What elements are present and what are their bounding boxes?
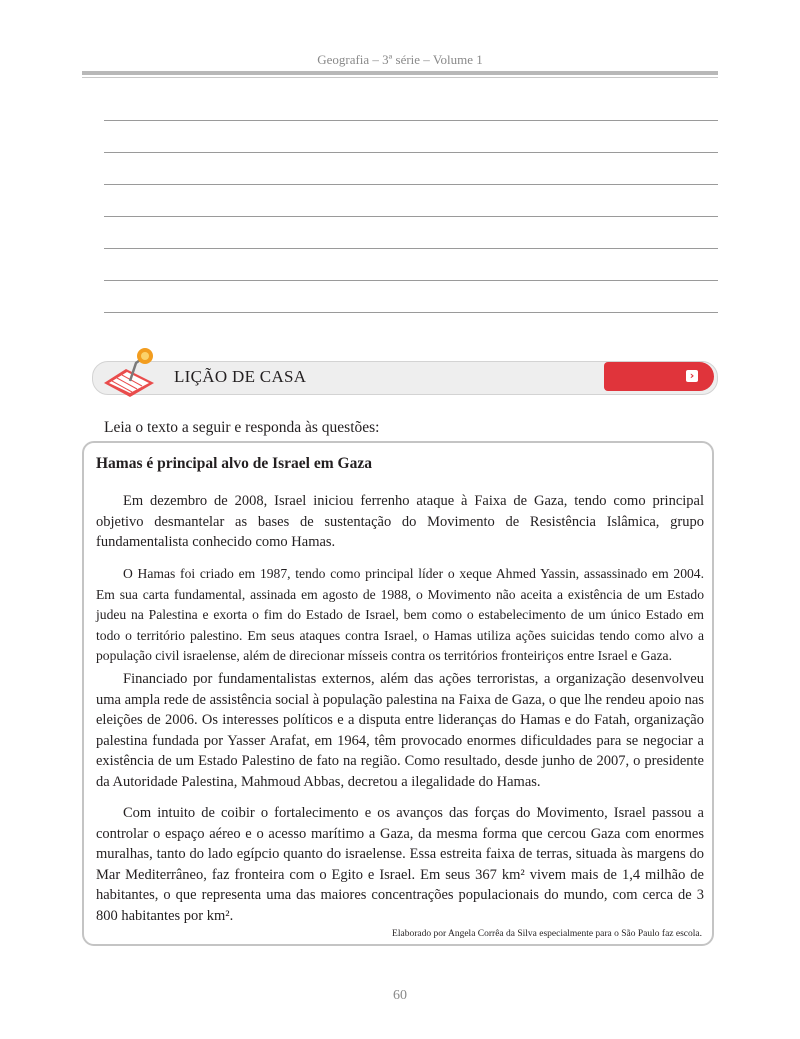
article-paragraph: O Hamas foi criado em 1987, tendo como principal líder o xeque Ahmed Yassin, assassinado em 2004. Em sua carta fundamental, assinada em agosto de 1988, o Movimento não aceita a existência de um Estado judeu na Palestina e exorta o fim do Estado de Israel, bem como o estabelecimento de um único Estado em todo o território palestino. Em seus ataques contra Israel, o Hamas utiliza ações suicidas tendo como alvo a população civil israelense, além de direcionar mísseis contra os territórios fronteiriços entre Israel e Gaza. (96, 566, 704, 663)
section-title: LIÇÃO DE CASA (174, 367, 307, 386)
lamp-notebook-icon (100, 347, 160, 399)
instruction-text: Leia o texto a seguir e responda às questões: (104, 419, 380, 436)
answer-line[interactable] (104, 312, 718, 313)
article-paragraph: Financiado por fundamentalistas externos, além das ações terroristas, a organização desenvolveu uma ampla rede de assistência social à população palestina na Faixa de Gaza, o que lhe rendeu apoio nas eleições de 2006. Os interesses políticos e a disputa entre lideranças do Hamas e do Fatah, organização palestina fundada por Yasser Arafat, em 1964, têm provocado enormes dificuldades para se negociar a existência de um Estado Palestino de fato na região. Como resultado, desde junho de 2007, o presidente da Autoridade Palestina, Mahmoud Abbas, decretou a ilegalidade do Hamas. (96, 671, 704, 790)
article-paragraph: Com intuito de coibir o fortalecimento e os avanços das forças do Movimento, Israel passou a controlar o espaço aéreo e o acesso marítimo a Gaza, da mesma forma que cercou Gaza com enormes muralhas, tanto do lado egípcio quanto do israelense. Essa estreita faixa de terras, situada às margens do Mar Mediterrâneo, faz fronteira com o Egito e Israel. Em seus 367 km² vivem mais de 1,4 milhão de habitantes, o que representa uma das maiores concentrações populacionais do mundo, com cerca de 3 800 habitantes por km². (96, 805, 704, 924)
section-header-licao-de-casa (82, 353, 718, 399)
header-rule (82, 71, 718, 75)
page-number: 60 (393, 988, 407, 1003)
answer-line[interactable] (104, 120, 718, 121)
answer-line[interactable] (104, 216, 718, 217)
answer-line[interactable] (104, 280, 718, 281)
answer-line[interactable] (104, 248, 718, 249)
running-header: Geografia – 3ª série – Volume 1 (317, 52, 483, 67)
source-credit: Elaborado por Angela Corrêa da Silva especialmente para o São Paulo faz escola. (392, 929, 702, 939)
article-title: Hamas é principal alvo de Israel em Gaza (96, 455, 372, 472)
answer-line[interactable] (104, 184, 718, 185)
answer-line[interactable] (104, 152, 718, 153)
article-paragraph: Em dezembro de 2008, Israel iniciou ferrenho ataque à Faixa de Gaza, tendo como principal objetivo desmantelar as bases de sustentação do Movimento de Resistência Islâmica, grupo fundamentalista conhecido como Hamas. (96, 493, 704, 550)
header-rule-thin (82, 77, 718, 78)
chevron-right-icon: › (686, 370, 698, 382)
